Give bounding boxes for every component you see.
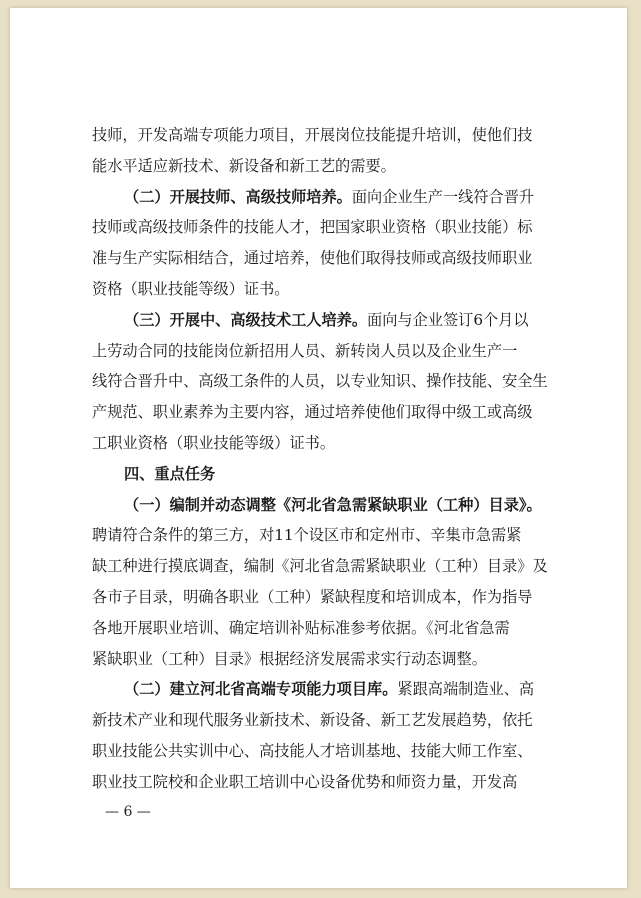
line-text: 紧缺职业（工种）目录》根据经济发展需求实行动态调整。	[92, 649, 487, 668]
text-line	[92, 767, 562, 798]
line-text: 各地开展职业培训、确定培训补贴标准参考依据。《河北省急需	[92, 618, 510, 637]
text-line	[92, 182, 562, 213]
line-text: 上劳动合同的技能岗位新招用人员、新转岗人员以及企业生产一	[92, 341, 518, 360]
document-page	[10, 8, 627, 888]
subsection-lead: （一）编制并动态调整《河北省急需紧缺职业（工种）目录》。	[124, 495, 542, 514]
text-line	[92, 644, 562, 675]
line-text: 职业技能公共实训中心、高技能人才培训基地、技能大师工作室、	[92, 741, 533, 760]
line-text: 各市子目录，明确各职业（工种）紧缺程度和培训成本，作为指导	[92, 587, 533, 606]
paragraph	[92, 490, 562, 675]
text-line	[92, 212, 562, 243]
line-text: 聘请符合条件的第三方，对11个设区市和定州市、辛集市急需紧	[92, 526, 522, 545]
line-text: 职业技工院校和企业职工培训中心设备优势和师资力量，开发高	[92, 772, 518, 791]
text-line	[92, 366, 562, 397]
text-line	[92, 520, 562, 551]
line-text: 新技术产业和现代服务业新技术、新设备、新工艺发展趋势，依托	[92, 711, 533, 730]
text-line	[92, 736, 562, 767]
text-line	[92, 274, 562, 305]
text-line	[92, 336, 562, 367]
text-line	[92, 243, 562, 274]
line-text: 线符合晋升中、高级工条件的人员，以专业知识、操作技能、安全生	[92, 372, 548, 391]
line-text: 缺工种进行摸底调查，编制《河北省急需紧缺职业（工种）目录》及	[92, 557, 548, 576]
subsection-lead: （二）开展技师、高级技师培养。	[124, 187, 352, 206]
line-text: 能水平适应新技术、新设备和新工艺的需要。	[92, 156, 396, 175]
text-line	[92, 305, 562, 336]
text-line	[92, 397, 562, 428]
paragraph	[92, 674, 562, 797]
line-text: 面向与企业签订6个月以	[367, 310, 529, 329]
text-line	[92, 705, 562, 736]
paragraph	[92, 305, 562, 459]
text-line	[92, 551, 562, 582]
subsection-lead: （三）开展中、高级技术工人培养。	[124, 310, 367, 329]
line-text: 技师，开发高端专项能力项目，开展岗位技能提升培训，使他们技	[92, 126, 533, 144]
subsection-lead: （二）建立河北省高端专项能力项目库。	[124, 680, 398, 699]
page-number: — 6 —	[105, 804, 151, 820]
section-heading: 四、重点任务	[124, 464, 216, 483]
line-text: 面向企业生产一线符合晋升	[351, 187, 535, 206]
paragraph	[92, 182, 562, 305]
line-text: 技师或高级技师条件的技能人才，把国家职业资格（职业技能）标	[92, 218, 533, 237]
text-line	[92, 120, 562, 151]
text-line	[92, 582, 562, 613]
line-text: 准与生产实际相结合，通过培养，使他们取得技师或高级技师职业	[92, 249, 533, 268]
text-line	[92, 428, 562, 459]
paragraph	[92, 120, 562, 182]
line-text: 工职业资格（职业技能等级）证书。	[92, 433, 335, 452]
body-text	[92, 120, 562, 798]
line-text: 资格（职业技能等级）证书。	[92, 279, 290, 298]
text-line	[92, 151, 562, 182]
line-text: 产规范、职业素养为主要内容，通过培养使他们取得中级工或高级	[92, 403, 533, 422]
text-line	[92, 613, 562, 644]
text-line	[92, 490, 562, 521]
text-line	[92, 674, 562, 705]
line-text: 紧跟高端制造业、高	[397, 680, 535, 699]
